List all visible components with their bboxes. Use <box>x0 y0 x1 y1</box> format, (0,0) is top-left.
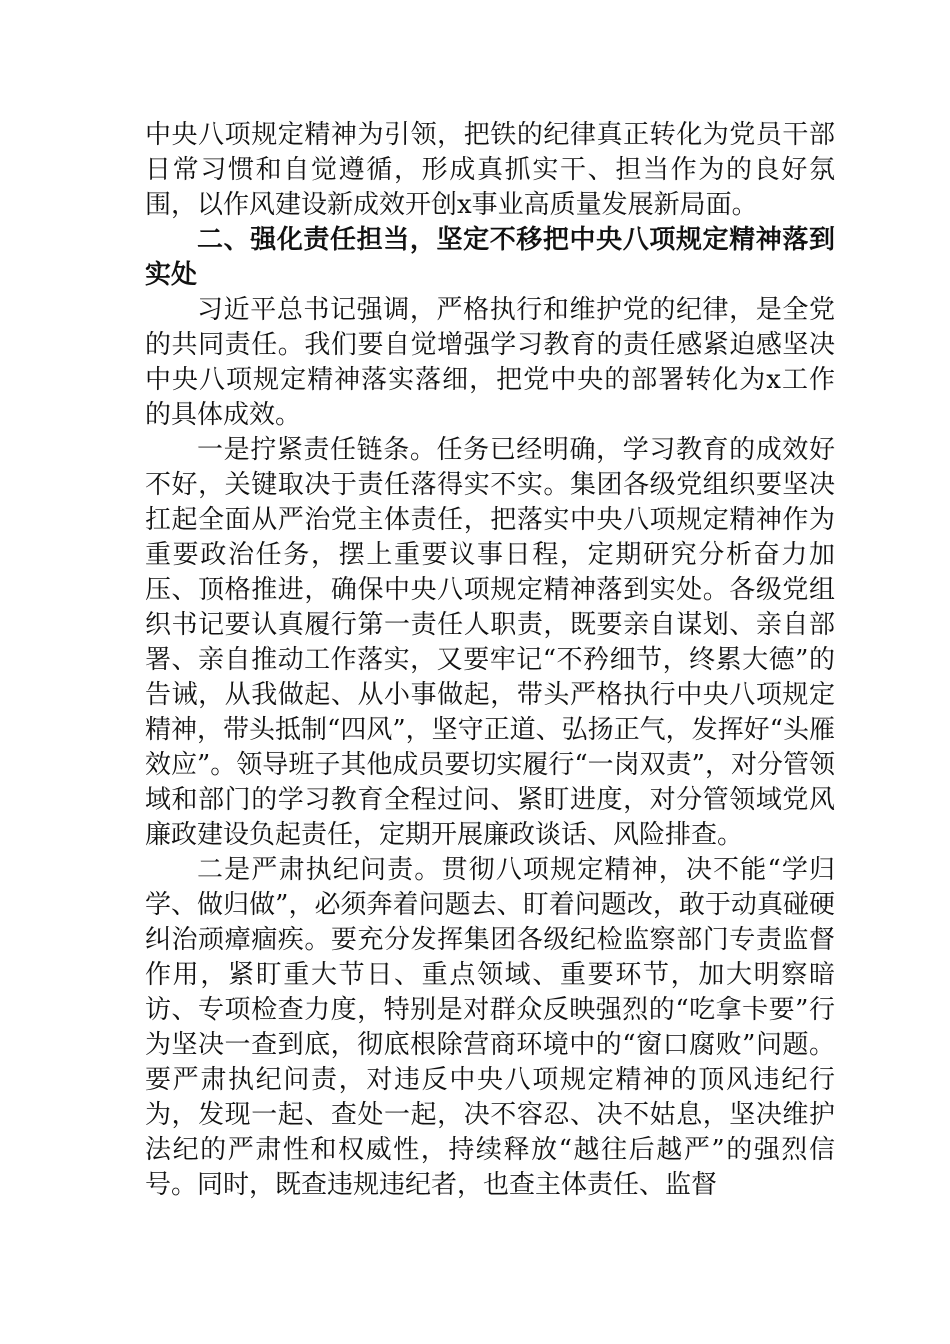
paragraph-point-2: 二是严肃执纪问责。贯彻八项规定精神，决不能“学归学、做归做”，必须奔着问题去、盯着问题改，敢于动真碰硬纠治顽瘴痼疾。要充分发挥集团各级纪检监察部门专责监督作用，紧盯重大节日、重点领域、重要环节，加大明察暗访、专项检查力度，特别是对群众反映强烈的“吃拿卡要”行为坚决一查到底，彻底根除营商环境中的“窗口腐败”问题。要严肃执纪问责，对违反中央八项规定精神的顶风违纪行为，发现一起、查处一起，决不容忍、决不姑息，坚决维护法纪的严肃性和权威性，持续释放“越往后越严”的强烈信号。同时，既查违规违纪者，也查主体责任、监督 <box>145 855 835 1200</box>
paragraph-intro-continuation: 中央八项规定精神为引领，把铁的纪律真正转化为党员干部日常习惯和自觉遵循，形成真抓实干、担当作为的良好氛围，以作风建设新成效开创x事业高质量发展新局面。 <box>145 120 835 220</box>
document-body <box>145 118 835 1203</box>
section-heading-2: 二、强化责任担当，坚定不移把中央八项规定精神落到实处 <box>145 225 835 290</box>
paragraph-section-2-intro: 习近平总书记强调，严格执行和维护党的纪律，是全党的共同责任。我们要自觉增强学习教育的责任感紧迫感坚决中央八项规定精神落实落细，把党中央的部署转化为x工作的具体成效。 <box>145 295 835 430</box>
paragraph-point-1: 一是拧紧责任链条。任务已经明确，学习教育的成效好不好，关键取决于责任落得实不实。集团各级党组织要坚决扛起全面从严治党主体责任，把落实中央八项规定精神作为重要政治任务，摆上重要议事日程，定期研究分析奋力加压、顶格推进，确保中央八项规定精神落到实处。各级党组织书记要认真履行第一责任人职责，既要亲自谋划、亲自部署、亲自推动工作落实，又要牢记“不矜细节，终累大德”的告诫，从我做起、从小事做起，带头严格执行中央八项规定精神，带头抵制“四风”，坚守正道、弘扬正气，发挥好“头雁效应”。领导班子其他成员要切实履行“一岗双责”，对分管领域和部门的学习教育全程过问、紧盯进度，对分管领域党风廉政建设负起责任，定期开展廉政谈话、风险排查。 <box>145 435 835 850</box>
